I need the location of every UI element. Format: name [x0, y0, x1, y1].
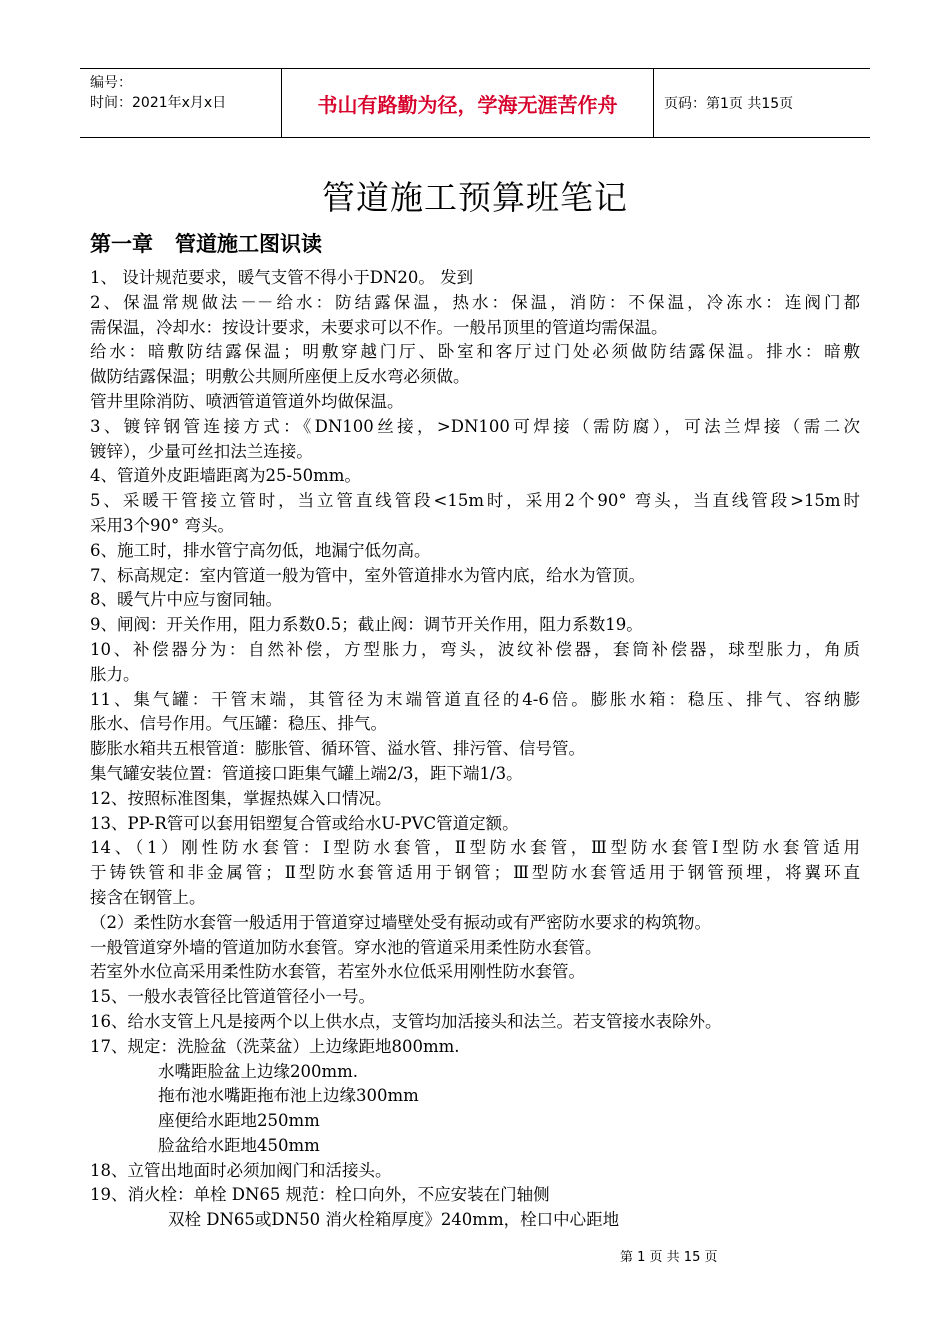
text-line: 若室外水位高采用柔性防水套管，若室外水位低采用刚性防水套管。: [90, 962, 585, 982]
text-line: 12、按照标准图集，掌握热媒入口情况。: [90, 788, 392, 808]
text-line: 13、PP-R管可以套用铝塑复合管或给水U-PVC管道定额。: [90, 813, 519, 833]
text-line: 11、集气罐：干管末端，其管径为末端管道直径的4-6倍。膨胀水箱：稳压、排气、容纳膨: [90, 689, 860, 709]
header-meta: [80, 69, 282, 137]
text-line: 接含在钢管上。: [90, 887, 206, 907]
text-line: 16、给水支管上凡是接两个以上供水点，支管均加活接头和法兰。若支管接水表除外。: [90, 1011, 722, 1031]
header-page-info: 页码：第1页 共15页: [664, 96, 794, 112]
text-line: 9、闸阀：开关作用，阻力系数0.5；截止阀：调节开关作用，阻力系数19。: [90, 615, 643, 635]
text-line: 于铸铁管和非金属管；Ⅱ型防水套管适用于钢管；Ⅲ型防水套管适用于钢管预埋，将翼环直: [90, 863, 860, 883]
document-title: 管道施工预算班笔记: [322, 178, 628, 217]
header-motto: 书山有路勤为径，学海无涯苦作舟: [282, 69, 654, 137]
text-line: 17、规定：洗脸盆（洗菜盆）上边缘距地800mm.: [90, 1036, 460, 1056]
text-line: 1、 设计规范要求，暖气支管不得小于DN20。 发到: [90, 268, 474, 287]
text-line: 需保温，冷却水：按设计要求，未要求可以不作。一般吊顶里的管道均需保温。: [90, 317, 668, 337]
text-line: 18、立管出地面时必须加阀门和活接头。: [90, 1160, 392, 1180]
text-line: 座便给水距地250mm: [158, 1111, 320, 1131]
text-line: 拖布池水嘴距拖布池上边缘300mm: [158, 1086, 419, 1106]
text-line: 14、（1）刚性防水套管：Ⅰ型防水套管，Ⅱ型防水套管，Ⅲ型防水套管Ⅰ型防水套管适用: [90, 838, 860, 858]
page-footer: 第 1 页 共 15 页: [620, 1250, 718, 1265]
text-line: 双栓 DN65或DN50 消火栓箱厚度》240mm，栓口中心距地: [168, 1210, 620, 1230]
text-line: 2、保温常规做法－－给水：防结露保温，热水：保温，消防：不保温，冷冻水：连阀门都: [90, 292, 860, 312]
text-line: （2）柔性防水套管一般适用于管道穿过墙壁处受有振动或有严密防水要求的构筑物。: [90, 912, 711, 932]
header-table: [80, 68, 870, 138]
text-line: 4、管道外皮距墙距离为25-50mm。: [90, 466, 361, 486]
text-line: 脸盆给水距地450mm: [158, 1135, 320, 1155]
chapter-name: 管道施工图识读: [175, 232, 322, 256]
text-line: 7、标高规定：室内管道一般为管中，室外管道排水为管内底，给水为管顶。: [90, 565, 645, 585]
text-line: 5、采暖干管接立管时，当立管直线管段<15m时，采用2个90° 弯头，当直线管段>15m时: [90, 491, 860, 511]
text-line: 19、消火栓：单栓 DN65 规范：栓口向外，不应安装在门轴侧: [90, 1185, 550, 1205]
text-line: 水嘴距脸盆上边缘200mm.: [158, 1061, 359, 1081]
time-label: 时间：2021年x月x日: [90, 95, 227, 111]
text-line: 8、暖气片中应与窗同轴。: [90, 590, 282, 610]
text-line: 采用3个90° 弯头。: [90, 515, 234, 535]
text-line: 管井里除消防、喷洒管道管道外均做保温。: [90, 391, 404, 411]
text-line: 3、镀锌钢管连接方式：《DN100丝接，>DN100可焊接（需防腐），可法兰焊接（需二次: [90, 416, 860, 436]
text-line: 镀锌），少量可丝扣法兰连接。: [90, 441, 313, 461]
text-line: 给水：暗敷防结露保温；明敷穿越门厅、卧室和客厅过门处必须做防结露保温。排水：暗敷: [90, 342, 860, 362]
number-label: 编号：: [90, 75, 132, 91]
text-line: 胀水、信号作用。气压罐：稳压、排气。: [90, 714, 387, 734]
body-text: [90, 266, 860, 1233]
text-line: 膨胀水箱共五根管道：膨胀管、循环管、溢水管、排污管、信号管。: [90, 739, 585, 759]
text-line: 一般管道穿外墙的管道加防水套管。穿水池的管道采用柔性防水套管。: [90, 937, 602, 957]
text-line: 做防结露保温；明敷公共厕所座便上反水弯必须做。: [90, 367, 470, 387]
text-line: 集气罐安装位置：管道接口距集气罐上端2/3，距下端1/3。: [90, 763, 523, 783]
chapter-heading: [90, 228, 322, 258]
text-line: 10、补偿器分为：自然补偿，方型胀力，弯头，波纹补偿器，套筒补偿器，球型胀力，角质: [90, 639, 860, 659]
text-line: 15、一般水表管径比管道管径小一号。: [90, 987, 375, 1007]
text-line: 胀力。: [90, 664, 140, 684]
text-line: 6、施工时，排水管宁高勿低，地漏宁低勿高。: [90, 540, 431, 560]
chapter-number: 第一章: [90, 232, 153, 256]
